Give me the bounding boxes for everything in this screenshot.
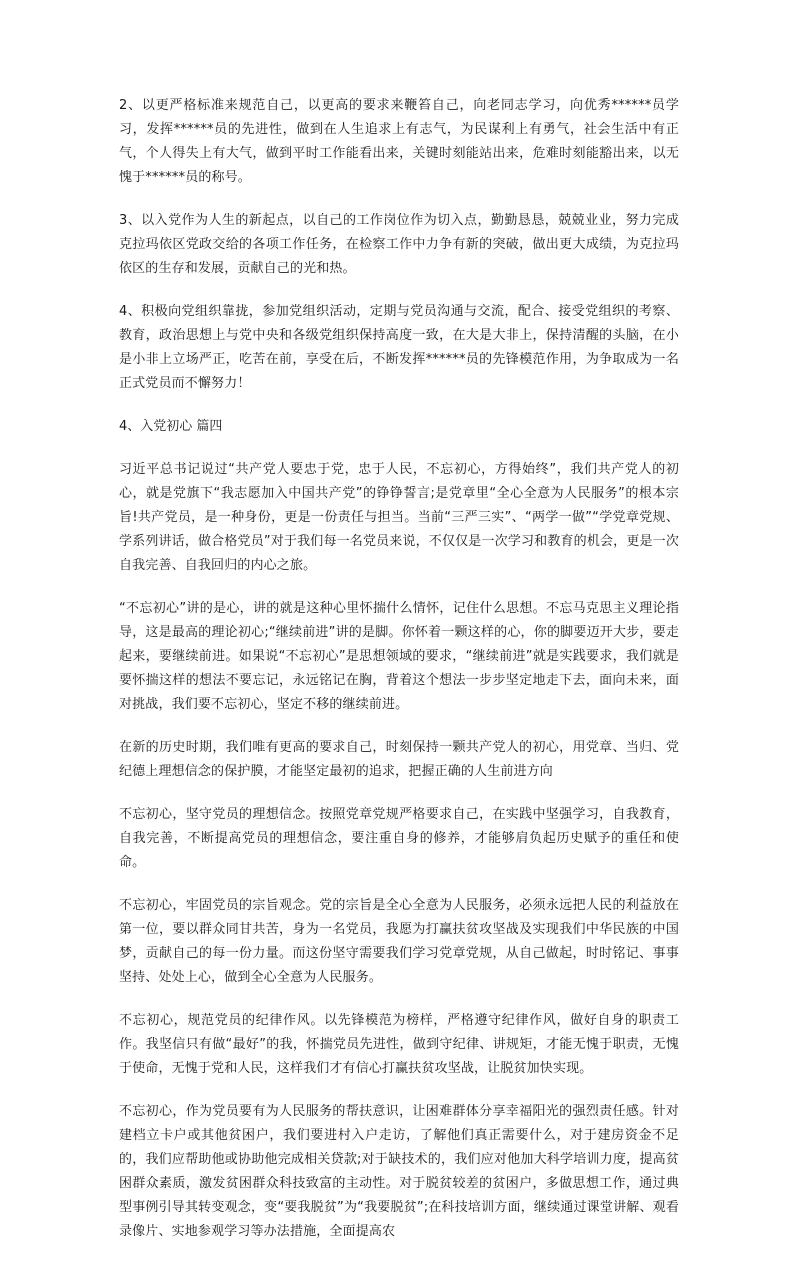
section-paragraph-7: 不忘初心，作为党员要有为人民服务的帮扶意识，让困难群体分享幸福阳光的强烈责任感。针对建档立卡户或其他贫困户，我们要进村入户走访，了解他们真正需要什么，对于建房资金不足的，我们应帮助他或协助他完成相关贷款;对于缺技术的，我们应对他加大科学培训力度，提高贫困群众素质，激发贫困群众科技致富的主动性。对于脱贫较差的贫困户，多做思想工作，通过典型事例引导其转变观念，变“要我脱贫”为“我要脱贫”;在科技培训方面，继续通过课堂讲解、观看录像片、实地参观学习等办法措施，全面提高农 [119, 1104, 679, 1239]
document-page [119, 94, 679, 1263]
section-paragraph-2: “不忘初心”讲的是心，讲的就是这种心里怀揣什么情怀，记住什么思想。不忘马克思主义理论指导，这是最高的理论初心;“继续前进”讲的是脚。你怀着一颗这样的心，你的脚要迈开大步，要走起来，要继续前进。如果说“不忘初心”是思想领域的要求，“继续前进”就是实践要求，我们就是要怀揣这样的想法不要忘记，永远铭记在胸，背着这个想法一步步坚定地走下去，面向未来，面对挑战，我们要不忘初心，坚定不移的继续前进。 [119, 601, 679, 712]
section-paragraph-5: 不忘初心，牢固党员的宗旨观念。党的宗旨是全心全意为人民服务，必须永远把人民的利益放在第一位，要以群众同甘共苦，身为一名党员，我愿为打赢扶贫攻坚战及实现我们中华民族的中国梦，贡献自己的每一份力量。而这份坚守需要我们学习党章党规，从自己做起，时时铭记、事事坚持、处处上心，做到全心全意为人民服务。 [119, 898, 679, 985]
section-paragraph-6: 不忘初心，规范党员的纪律作风。以先锋模范为榜样，严格遵守纪律作风，做好自身的职责工作。我坚信只有做“最好”的我，怀揣党员先进性，做到守纪律、讲规矩，才能无愧于职责，无愧于使命，无愧于党和人民，这样我们才有信心打赢扶贫攻坚战，让脱贫加快实现。 [119, 1013, 679, 1076]
section-heading: 4、入党初心 篇四 [119, 419, 223, 434]
paragraph-1: 2、以更严格标准来规范自己，以更高的要求来鞭笞自己，向老同志学习，向优秀******员学习，发挥******员的先进性，做到在人生追求上有志气，为民谋利上有勇气，社会生活中有正气，个人得失上有大气，做到平时工作能看出来，关键时刻能站出来，危难时刻能豁出来，以无愧于******员的称号。 [119, 98, 679, 185]
section-paragraph-3: 在新的历史时期，我们唯有更高的要求自己，时刻保持一颗共产党人的初心，用党章、当归、党纪德上理想信念的保护膜，才能坚定最初的追求，把握正确的人生前进方向 [119, 740, 679, 779]
paragraph-2: 3、以入党作为人生的新起点，以自己的工作岗位作为切入点，勤勤恳恳，兢兢业业，努力完成克拉玛依区党政交给的各项工作任务，在检察工作中力争有新的突破，做出更大成绩，为克拉玛依区的生存和发展，贡献自己的光和热。 [119, 213, 679, 276]
paragraph-3: 4、积极向党组织靠拢，参加党组织活动，定期与党员沟通与交流，配合、接受党组织的考察、教育，政治思想上与党中央和各级党组织保持高度一致，在大是大非上，保持清醒的头脑，在小是小非上立场严正，吃苦在前，享受在后，不断发挥******员的先锋模范作用，为争取成为一名正式党员而不懈努力！ [119, 304, 679, 391]
section-paragraph-4: 不忘初心，坚守党员的理想信念。按照党章党规严格要求自己，在实践中坚强学习，自我教育，自我完善，不断提高党员的理想信念，要注重自身的修养，才能够肩负起历史赋予的重任和使命。 [119, 807, 679, 870]
section-paragraph-1: 习近平总书记说过“共产党人要忠于党，忠于人民，不忘初心，方得始终”，我们共产党人的初心，就是党旗下“我志愿加入中国共产党”的铮铮誓言;是党章里“全心全意为人民服务”的根本宗旨!共产党员，是一种身份，更是一份责任与担当。当前“三严三实”、“两学一做”“学党章党规、学系列讲话，做合格党员”对于我们每一名党员来说，不仅仅是一次学习和教育的机会，更是一次自我完善、自我回归的内心之旅。 [119, 462, 679, 573]
